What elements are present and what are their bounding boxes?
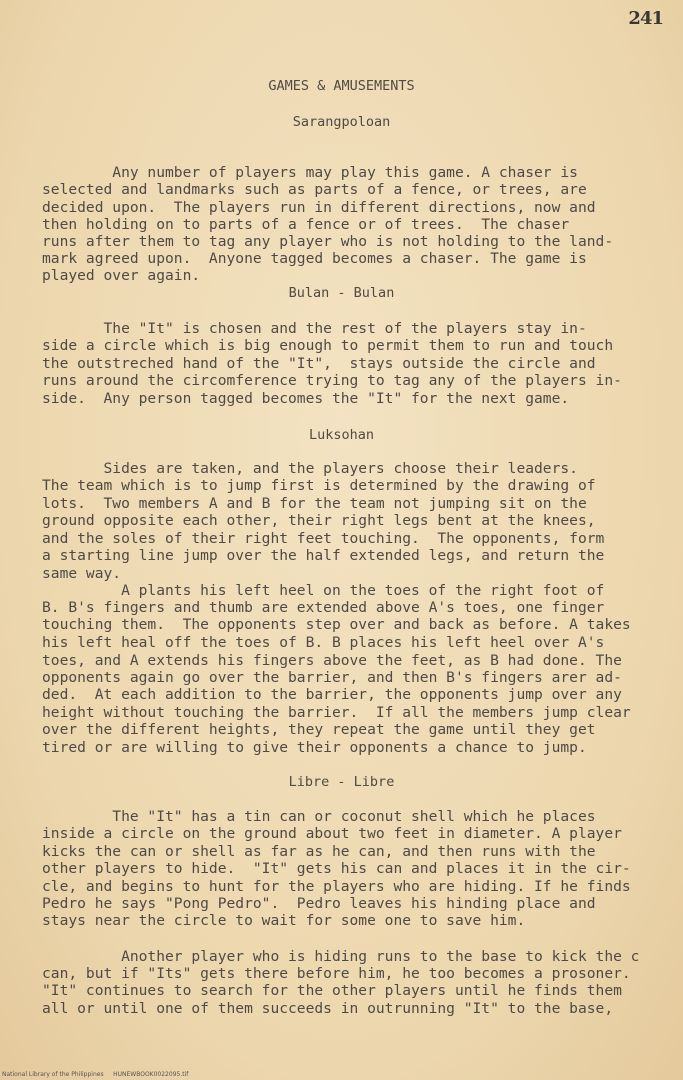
paragraph-line: kicks the can or shell as far as he can, and then runs with the — [42, 843, 596, 860]
paragraph-line: "It" continues to search for the other players until he finds them — [42, 982, 622, 999]
paragraph-line: side a circle which is big enough to permit them to run and touch — [42, 337, 614, 354]
paragraph-line: height without touching the barrier. If all the members jump clear — [42, 704, 631, 721]
paragraph-line: opponents again go over the barrier, and then B's fingers arer ad- — [42, 669, 622, 686]
section-heading-sarangpoloan: Sarangpoloan — [292, 114, 391, 130]
paragraph-line: cle, and begins to hunt for the players who are hiding. If he finds — [42, 878, 631, 895]
paragraph-line: touching them. The opponents step over and back as before. A takes — [42, 616, 631, 633]
paragraph-line: The "It" is chosen and the rest of the players stay in- — [42, 320, 587, 337]
paragraph-line: can, but if "Its" gets there before him, he too becomes a prosoner. — [42, 965, 631, 982]
page-number: 241 — [628, 8, 663, 29]
section-heading-libre-libre: Libre - Libre — [288, 774, 395, 790]
section-heading-bulan-bulan: Bulan - Bulan — [288, 285, 395, 301]
paragraph-line: side. Any person tagged becomes the "It" for the next game. — [42, 390, 570, 407]
paragraph-line: over the different heights, they repeat the game until they get — [42, 721, 596, 738]
paragraph-line: all or until one of them succeeds in outrunning "It" to the base, — [42, 1000, 614, 1017]
paragraph-line: ground opposite each other, their right legs bent at the knees, — [42, 512, 596, 529]
paragraph-line: ded. At each addition to the barrier, the opponents jump over any — [42, 686, 622, 703]
paragraph-line: a starting line jump over the half extended legs, and return the — [42, 547, 605, 564]
paragraph-line: his left heal off the toes of B. B places his left heel over A's — [42, 634, 605, 651]
paragraph-line: runs after them to tag any player who is not holding to the land- — [42, 233, 614, 250]
paragraph-line: The team which is to jump first is determined by the drawing of — [42, 477, 596, 494]
paragraph-line: lots. Two members A and B for the team not jumping sit on the — [42, 495, 587, 512]
paragraph-line: then holding on to parts of a fence or of trees. The chaser — [42, 216, 570, 233]
paragraph-line: Another player who is hiding runs to the base to kick the c — [42, 948, 640, 965]
paragraph-line: A plants his left heel on the toes of the right foot of — [42, 582, 605, 599]
paragraph-line: and the soles of their right feet touching. The opponents, form — [42, 530, 605, 547]
document-title: GAMES & AMUSEMENTS — [268, 78, 415, 94]
paragraph-line: tired or are willing to give their opponents a chance to jump. — [42, 739, 587, 756]
paragraph-line: mark agreed upon. Anyone tagged becomes a chaser. The game is — [42, 250, 587, 267]
paragraph-line: Sides are taken, and the players choose their leaders. — [42, 460, 578, 477]
paragraph-line: played over again. — [42, 267, 201, 284]
paragraph-line: runs around the circomference trying to tag any of the players in- — [42, 372, 622, 389]
paragraph-line: same way. — [42, 565, 122, 582]
paragraph-line: the outstreched hand of the "It", stays outside the circle and — [42, 355, 596, 372]
scan-footer: National Library of the Philippines HUNEWBOOK0022095.tif — [2, 1071, 189, 1078]
paragraph-line: B. B's fingers and thumb are extended above A's toes, one finger — [42, 599, 605, 616]
paragraph-line: selected and landmarks such as parts of a fence, or trees, are — [42, 181, 587, 198]
paragraph-line: decided upon. The players run in different directions, now and — [42, 199, 596, 216]
paragraph-line: The "It" has a tin can or coconut shell which he places — [42, 808, 596, 825]
section-heading-luksohan: Luksohan — [308, 427, 375, 443]
paragraph-line: toes, and A extends his fingers above the feet, as B had done. The — [42, 652, 622, 669]
paragraph-line: other players to hide. "It" gets his can and places it in the cir- — [42, 860, 631, 877]
paragraph-line: stays near the circle to wait for some one to save him. — [42, 912, 526, 929]
paragraph-line: inside a circle on the ground about two feet in diameter. A player — [42, 825, 622, 842]
paragraph-line: Any number of players may play this game. A chaser is — [42, 164, 578, 181]
paragraph-line: Pedro he says "Pong Pedro". Pedro leaves his hinding place and — [42, 895, 596, 912]
